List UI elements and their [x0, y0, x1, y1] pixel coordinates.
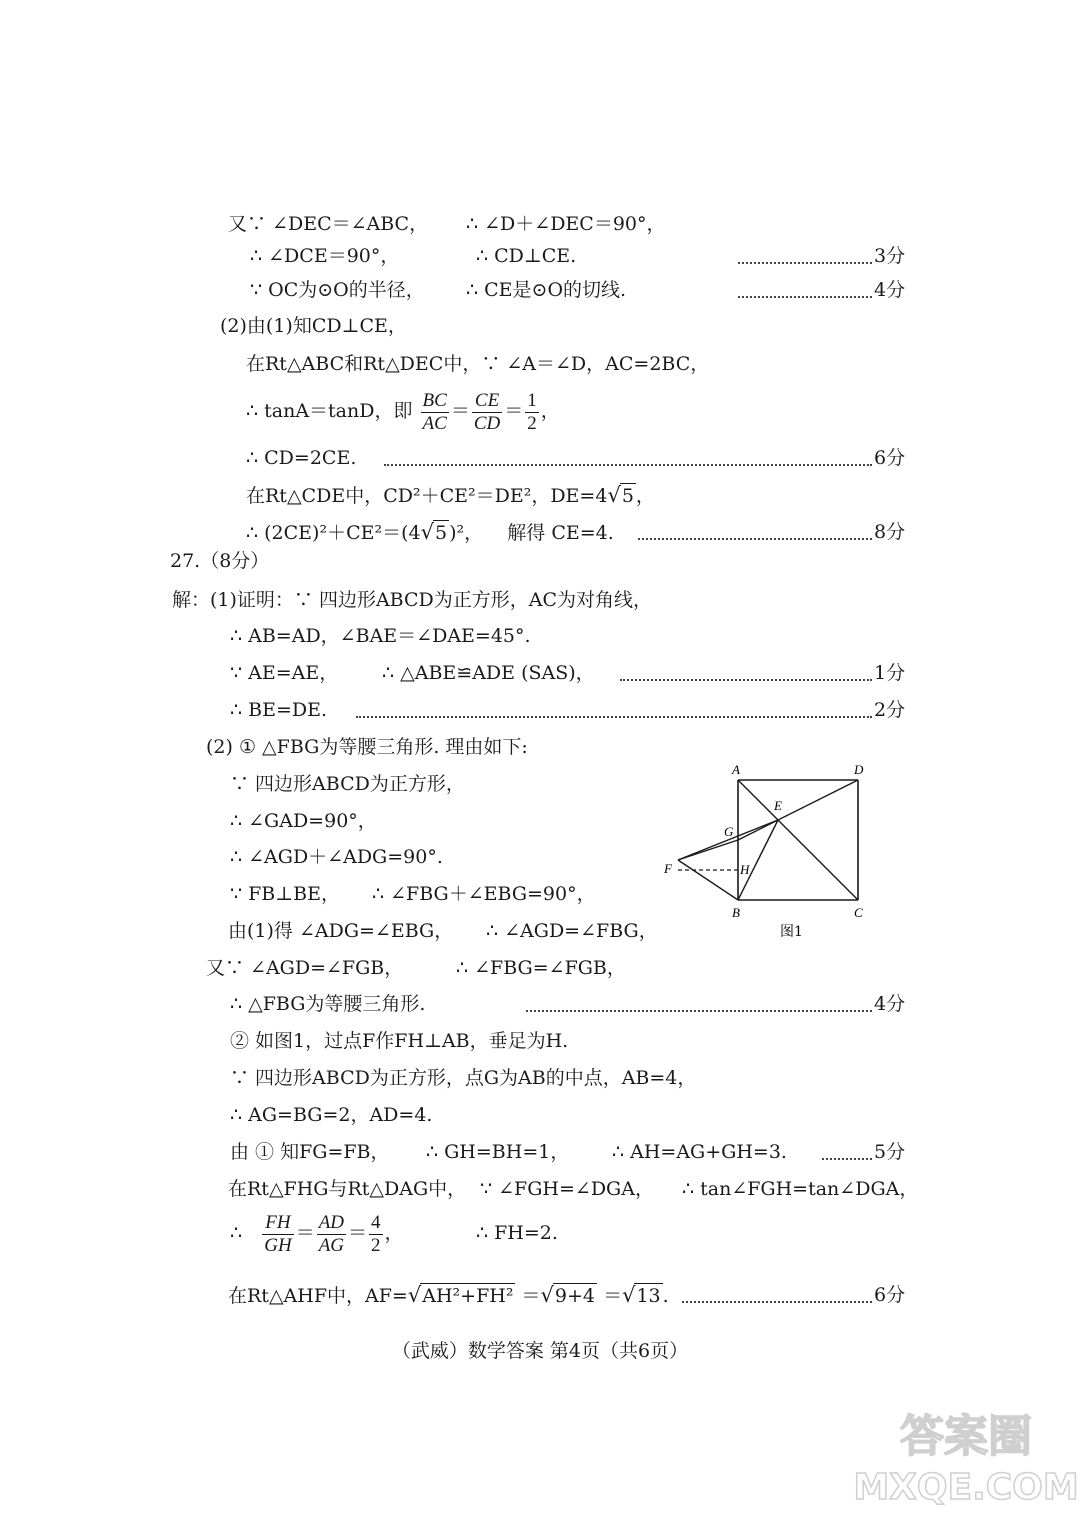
svg-text:MXQE.COM: MXQE.COM	[853, 1467, 1079, 1508]
score-4b: 4分	[874, 993, 906, 1015]
denominator: 2	[371, 1234, 381, 1256]
step-15: ∴ AG=BG=2，AD=4.	[230, 1104, 433, 1126]
score-leader	[526, 1010, 872, 1012]
fraction-ad-ag	[317, 1212, 346, 1257]
line-9-solve: 解得 CE=4.	[507, 522, 614, 544]
step-3b: ∴ △ABE≌ADE (SAS)，	[382, 662, 595, 684]
step-6: ∵ 四边形ABCD为正方形，	[230, 773, 465, 795]
radical-sign: √	[622, 1283, 636, 1307]
radical-sign: √	[407, 1283, 422, 1307]
radical-9-4: 9+4	[554, 1285, 596, 1307]
score-leader	[620, 679, 872, 681]
label-d: D	[854, 762, 864, 777]
line-1b: ∴ ∠D＋∠DEC＝90°，	[466, 213, 666, 235]
label-g: G	[724, 824, 734, 839]
step-11a: 又∵ ∠AGD=∠FGB，	[206, 957, 404, 979]
step-5: (2) ① △FBG为等腰三角形. 理由如下:	[206, 736, 528, 758]
line-6: ∴ tanA＝tanD，即 $\frac{BC}{AC}$ ＝ $\frac{CE}{CD}$ ＝ $\frac{1}{2}$ ，	[246, 389, 560, 434]
step-8: ∴ ∠AGD＋∠ADG=90°.	[230, 846, 443, 868]
line-8: 在Rt△CDE中，CD²＋CE²＝DE²，DE=4√5 ，	[246, 483, 655, 507]
line-9-close: )²，	[449, 522, 484, 544]
line-4: (2)由(1)知CD⊥CE，	[220, 315, 407, 337]
score-leader	[638, 538, 872, 540]
score-leader	[356, 716, 872, 718]
score-leader	[738, 296, 872, 298]
denominator: AG	[318, 1234, 345, 1256]
step-18: ∴ $\frac{FH}{GH}$ ＝ $\frac{AD}{AG}$ ＝ $\frac{4}{2}$ ，	[230, 1211, 404, 1256]
numerator: FH	[262, 1212, 293, 1235]
geometry-figure-1	[660, 760, 880, 940]
segment-gd	[738, 780, 858, 840]
step-19	[228, 1283, 669, 1308]
equals-sign: ＝	[348, 1222, 368, 1244]
step-17a: 在Rt△FHG与Rt△DAG中，	[228, 1178, 467, 1200]
numerator: BC	[422, 389, 447, 411]
watermark-logo	[853, 1403, 1079, 1517]
step-9a: ∵ FB⊥BE，	[230, 883, 340, 905]
line-9	[246, 520, 614, 545]
numerator: 1	[527, 389, 537, 411]
score-2: 2分	[874, 699, 906, 721]
line-2b: ∴ CD⊥CE.	[476, 245, 577, 267]
step-18b: ∴ FH=2.	[476, 1222, 558, 1244]
question-27-title: 27.（8分）	[170, 550, 270, 572]
score-1: 1分	[874, 662, 906, 684]
label-b: B	[732, 905, 740, 920]
step-9b: ∴ ∠FBG＋∠EBG=90°，	[372, 883, 596, 905]
numerator: AD	[318, 1211, 345, 1233]
segment-fg	[678, 840, 738, 860]
line-9-text: ∴ (2CE)²＋CE²＝(4	[246, 522, 421, 544]
score-8: 8分	[874, 521, 906, 543]
fraction-fh-gh	[262, 1212, 293, 1257]
diagonal-ac	[738, 780, 858, 900]
radical-sign: √	[540, 1283, 554, 1307]
denominator: 2	[527, 412, 537, 434]
step-19-period: .	[662, 1285, 669, 1307]
label-c: C	[854, 905, 863, 920]
label-h: H	[740, 862, 750, 877]
step-16b: ∴ GH=BH=1，	[426, 1141, 570, 1163]
step-16c: ∴ AH=AG+GH=3.	[612, 1141, 787, 1163]
line-3a: ∵ OC为⊙O的半径，	[250, 279, 425, 301]
equals-sign: ＝	[603, 1285, 623, 1307]
label-f: F	[664, 861, 672, 876]
line-2a: ∴ ∠DCE＝90°，	[250, 245, 400, 267]
denominator: AC	[422, 412, 447, 434]
line-8-text: 在Rt△CDE中，CD²＋CE²＝DE²，DE=4	[246, 485, 608, 507]
equals-sign: ＝	[521, 1285, 541, 1307]
score-3: 3分	[874, 245, 906, 267]
equals-sign: ＝	[295, 1222, 315, 1244]
line-5: 在Rt△ABC和Rt△DEC中，∵ ∠A＝∠D，AC=2BC，	[246, 353, 710, 375]
step-2: ∴ AB=AD，∠BAE＝∠DAE=45°.	[230, 625, 531, 647]
radical-13: 13	[636, 1285, 661, 1307]
fraction-one-half	[525, 390, 539, 435]
radical-5: 5	[621, 485, 634, 507]
numerator: CE	[472, 390, 502, 413]
step-7: ∴ ∠GAD=90°，	[230, 810, 377, 832]
step-1: 解：(1)证明：∵ 四边形ABCD为正方形，AC为对角线，	[172, 589, 653, 611]
step-13: ② 如图1，过点F作FH⊥AB，垂足为H.	[230, 1030, 569, 1052]
denominator: CD	[473, 412, 501, 434]
label-a: A	[732, 762, 740, 777]
step-12: ∴ △FBG为等腰三角形.	[230, 993, 426, 1015]
fraction-ce-cd	[472, 390, 502, 435]
score-6: 6分	[874, 447, 906, 469]
line-1a: 又∵ ∠DEC＝∠ABC，	[228, 213, 429, 235]
score-4: 4分	[874, 279, 906, 301]
line-6-text: ∴ tanA＝tanD，即	[246, 400, 413, 422]
page-footer: （武威）数学答案 第4页（共6页）	[391, 1340, 689, 1362]
step-10a: 由(1)得 ∠ADG=∠EBG，	[228, 920, 454, 942]
step-3a: ∵ AE=AE，	[230, 662, 339, 684]
score-5: 5分	[874, 1141, 906, 1163]
fraction-four-two	[369, 1212, 383, 1257]
equals-sign: ＝	[504, 400, 524, 422]
step-17b: ∵ ∠FGH=∠DGA，	[480, 1178, 654, 1200]
radical-sign: √	[607, 483, 621, 507]
svg-text:答案圈: 答案圈	[900, 1411, 1032, 1462]
radical-sign: √	[420, 520, 434, 544]
score-leader	[738, 262, 872, 264]
score-leader	[822, 1158, 872, 1160]
step-19-text: 在Rt△AHF中，AF=	[228, 1285, 408, 1307]
figure-caption: 图1	[780, 924, 803, 940]
label-e: E	[774, 798, 782, 813]
equals-sign: ＝	[450, 400, 470, 422]
step-4: ∴ BE=DE.	[230, 699, 328, 721]
step-10b: ∴ ∠AGD=∠FBG，	[486, 920, 658, 942]
therefore-sign: ∴	[230, 1222, 243, 1244]
line-3b: ∴ CE是⊙O的切线.	[466, 279, 627, 301]
line-7: ∴ CD=2CE.	[246, 447, 357, 469]
denominator: GH	[264, 1234, 292, 1256]
segment-fb	[678, 860, 738, 900]
segment-be	[738, 820, 778, 900]
step-11b: ∴ ∠FBG=∠FGB，	[456, 957, 626, 979]
radical-ah-fh: AH²+FH²	[422, 1285, 514, 1307]
step-14: ∵ 四边形ABCD为正方形，点G为AB的中点，AB=4，	[230, 1067, 697, 1089]
step-17c: ∴ tan∠FGH=tan∠DGA，	[682, 1178, 919, 1200]
fraction-bc-ac	[421, 390, 449, 435]
score-leader	[384, 464, 872, 466]
radical-5b: 5	[434, 522, 448, 544]
score-leader	[682, 1301, 872, 1303]
numerator: 4	[371, 1211, 381, 1233]
step-16a: 由 ① 知FG=FB，	[230, 1141, 390, 1163]
score-6b: 6分	[874, 1284, 906, 1306]
